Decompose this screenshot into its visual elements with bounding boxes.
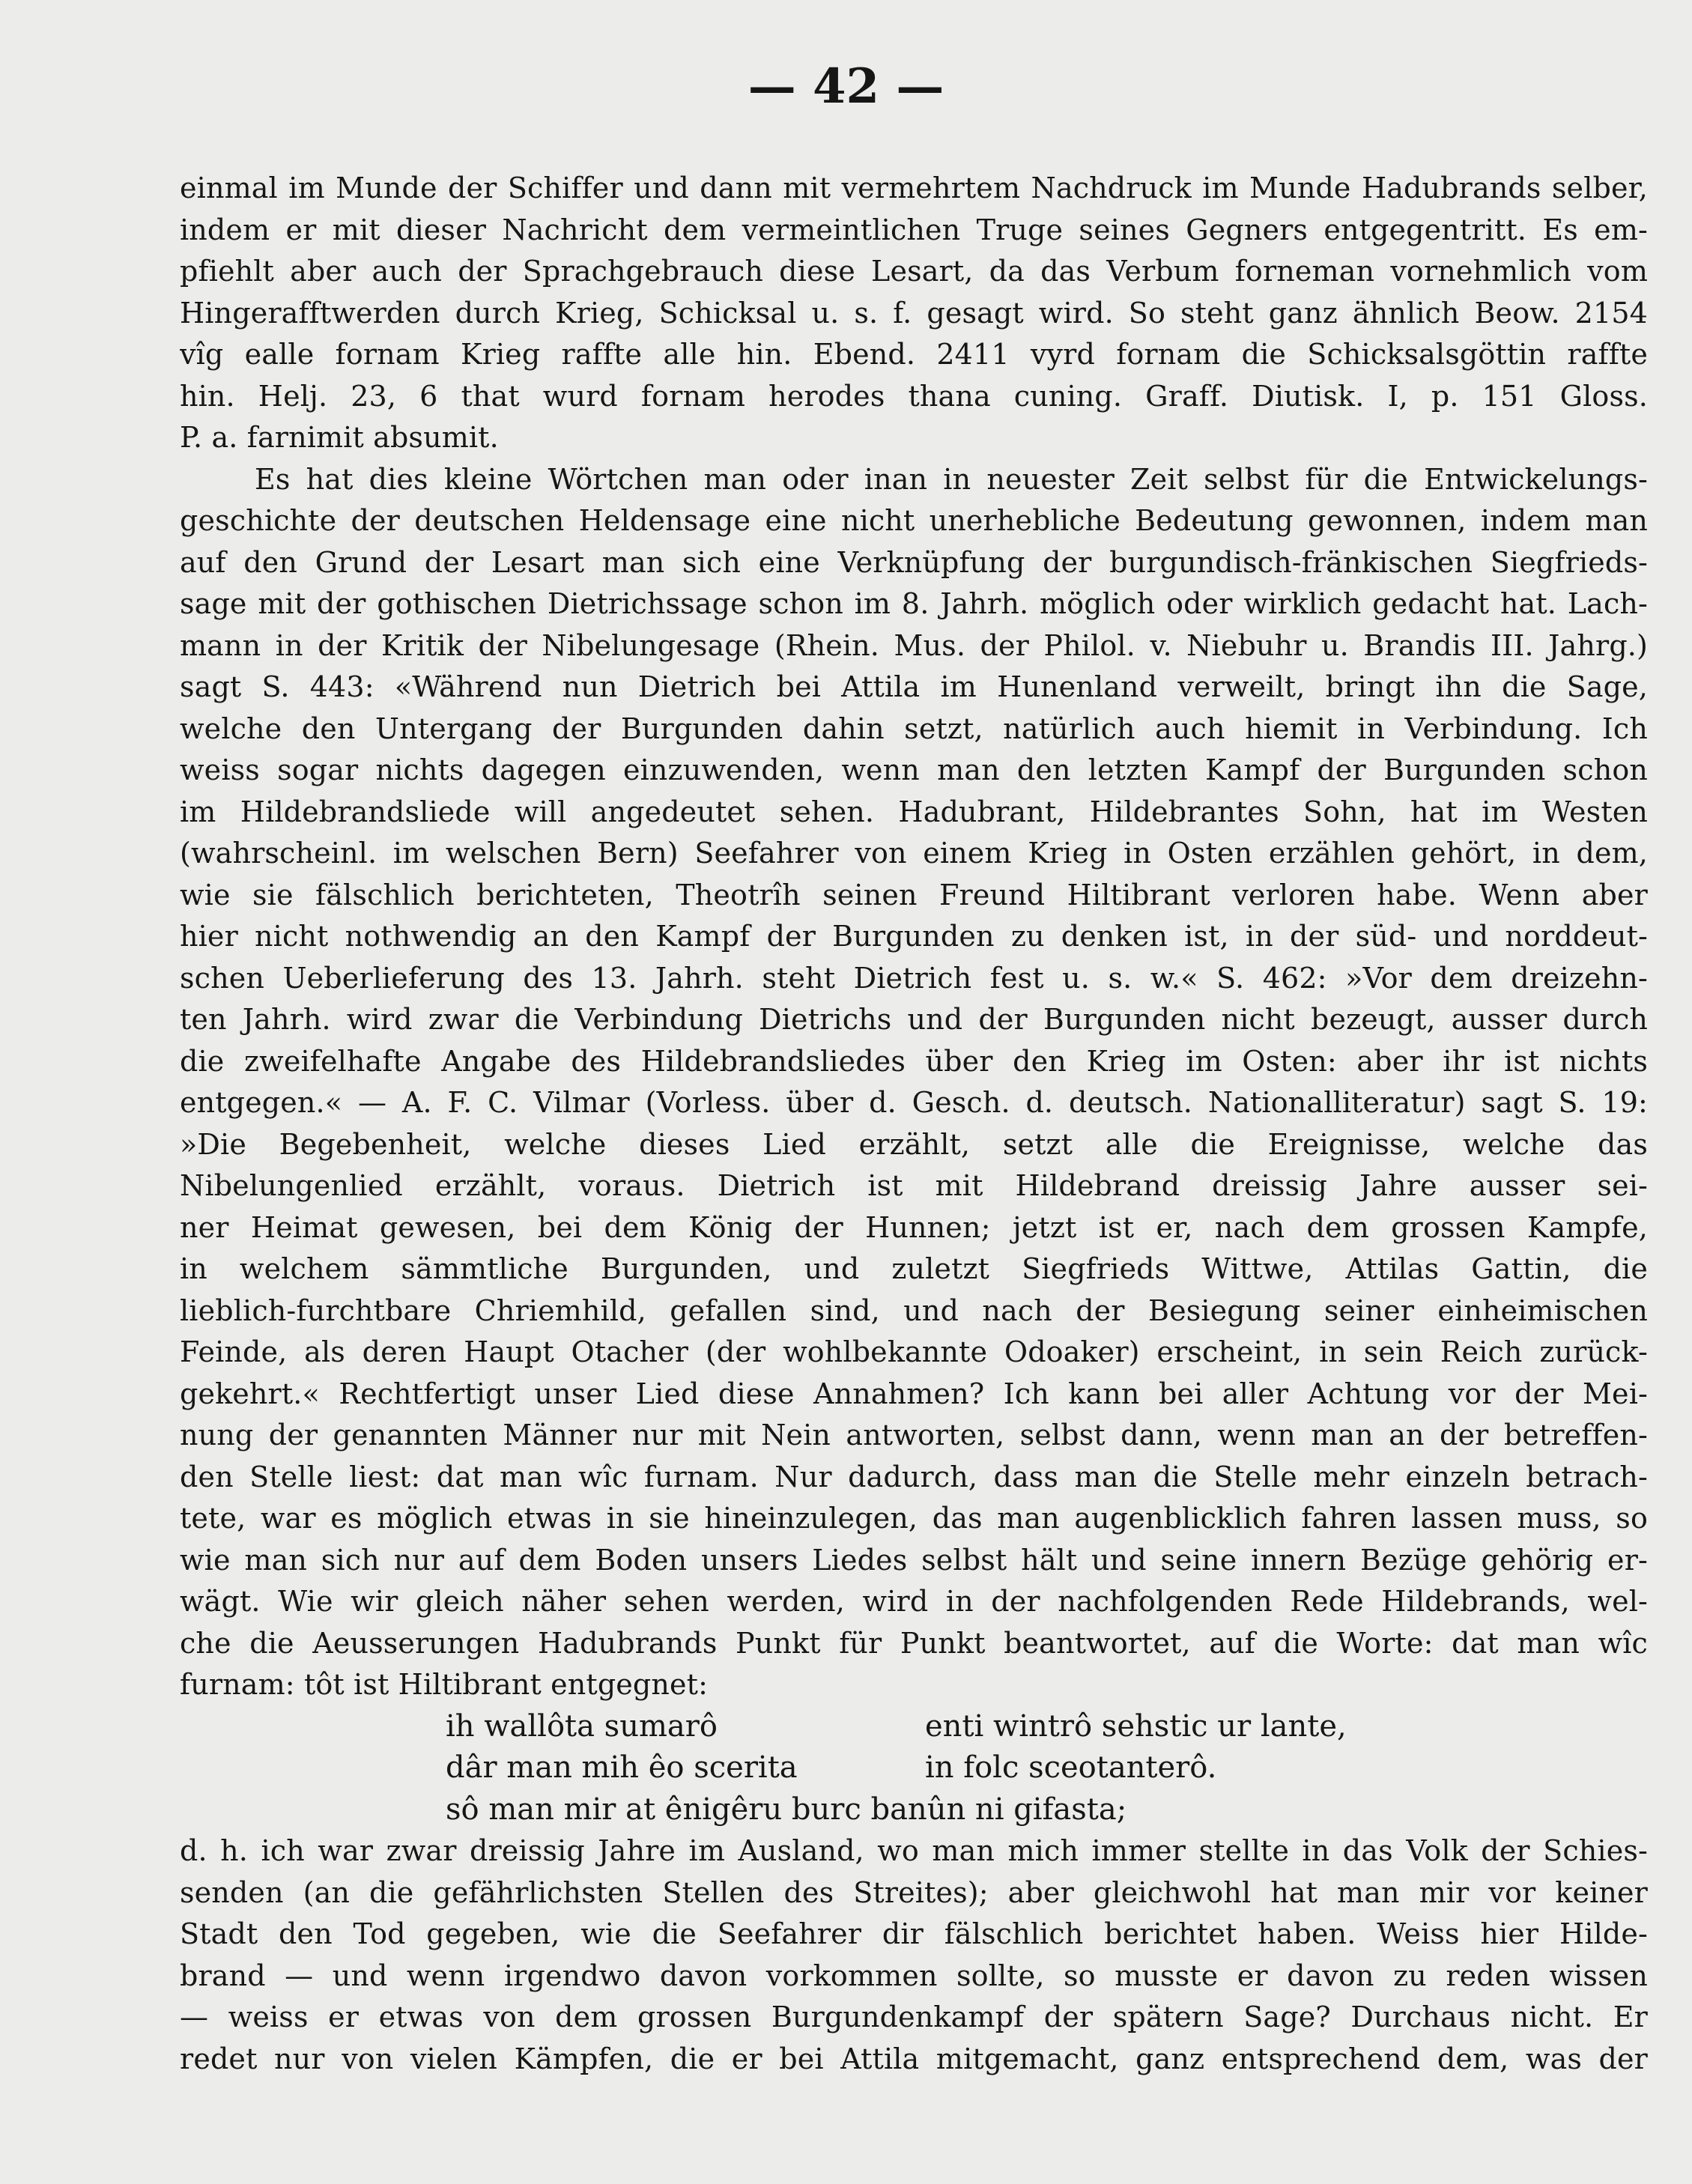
text-line: schen Ueberlieferung des 13. Jahrh. steht Dietrich fest u. s. w.« S. 462: »Vor dem dreizehn- [180,961,1648,995]
text-line: gekehrt.« Rechtfertigt unser Lied diese Annahmen? Ich kann bei aller Achtung vor der Mei- [180,1377,1648,1410]
text-line: wie sie fälschlich berichteten, Theotrîh seinen Freund Hiltibrant verloren habe. Wenn aber [180,878,1648,911]
text-line: Feinde, als deren Haupt Otacher (der wohlbekannte Odoaker) erscheint, in sein Reich zurück- [180,1335,1648,1368]
text-line: redet nur von vielen Kämpfen, die er bei Attila mitgemacht, ganz entsprechend dem, was der [180,2042,1648,2075]
text-line: P. a. farnimit absumit. [180,421,499,454]
text-line: weiss sogar nichts dagegen einzuwenden, wenn man den letzten Kampf der Burgunden schon [180,753,1648,786]
text-line: die zweifelhafte Angabe des Hildebrandsliedes über den Krieg im Osten: aber ihr ist nichts [180,1044,1648,1078]
text-line: senden (an die gefährlichsten Stellen des Streites); aber gleichwohl hat man mir vor keiner [180,1875,1648,1909]
text-line: Hingerafftwerden durch Krieg, Schicksal u. s. f. gesagt wird. So steht ganz ähnlich Beow. 2154 [180,296,1648,330]
text-line: furnam: tôt ist Hiltibrant entgegnet: [180,1668,709,1701]
text-line: lieblich-furchtbare Chriemhild, gefallen sind, und nach der Besiegung seiner einheimischen [180,1293,1648,1327]
text-line: hier nicht nothwendig an den Kampf der Burgunden zu denken ist, in der süd- und norddeut- [180,920,1648,953]
text-line: che die Aeusserungen Hadubrands Punkt für Punkt beantwortet, auf die Worte: dat man wîc [180,1626,1648,1660]
verse-first-half: ih wallôta sumarô [446,1708,718,1744]
text-line: hin. Helj. 23, 6 that wurd fornam herodes thana cuning. Graff. Diutisk. I, p. 151 Gloss. [180,379,1648,413]
page-number: — 42 — [748,58,944,115]
text-line: im Hildebrandsliede will angedeutet sehen. Hadubrant, Hildebrantes Sohn, hat im Westen [180,795,1648,828]
text-line: geschichte der deutschen Heldensage eine nicht unerhebliche Bedeutung gewonnen, indem man [180,504,1648,537]
text-line: einmal im Munde der Schiffer und dann mit vermehrtem Nachdruck im Munde Hadubrands selber, [180,172,1648,204]
text-line: brand — und wenn irgendwo davon vorkommen sollte, so musste er davon zu reden wissen [180,1959,1648,1992]
verse-line [180,1706,1648,1748]
verse-first-half: dâr man mih êo scerita [446,1750,798,1785]
text-line: auf den Grund der Lesart man sich eine Verknüpfung der burgundisch-fränkischen Siegfrieds- [180,545,1648,579]
text-line: sage mit der gothischen Dietrichssage schon im 8. Jahrh. möglich oder wirklich gedacht hat. Lach- [180,587,1648,620]
text-line: pfiehlt aber auch der Sprachgebrauch diese Lesart, da das Verbum forneman vornehmlich vom [180,255,1648,288]
text-line: wie man sich nur auf dem Boden unsers Liedes selbst hält und seine innern Bezüge gehörig er- [180,1543,1648,1577]
text-line: den Stelle liest: dat man wîc furnam. Nur dadurch, dass man die Stelle mehr einzeln betrach- [180,1460,1648,1493]
text-line: in welchem sämmtliche Burgunden, und zuletzt Siegfrieds Wittwe, Attilas Gattin, die [180,1252,1648,1285]
verse-first-half: sô man mir at ênigêru burc banûn ni gifasta; [446,1792,1127,1827]
text-line: entgegen.« — A. F. C. Vilmar (Vorless. über d. Gesch. d. deutsch. Nationalliteratur) sagt S. 19: [180,1086,1648,1119]
text-line: (wahrscheinl. im welschen Bern) Seefahrer von einem Krieg in Osten erzählen gehört, in dem, [180,837,1648,870]
text-line: Stadt den Tod gegeben, wie die Seefahrer dir fälschlich berichtet haben. Weiss hier Hilde- [180,1917,1648,1950]
text-line: sagt S. 443: «Während nun Dietrich bei Attila im Hunenland verweilt, bringt ihn die Sage, [180,670,1648,703]
text-line: ner Heimat gewesen, bei dem König der Hunnen; jetzt ist er, nach dem grossen Kampfe, [180,1210,1648,1244]
text-line: mann in der Kritik der Nibelungesage (Rhein. Mus. der Philol. v. Niebuhr u. Brandis III. Jahrg.) [180,628,1648,662]
text-line: — weiss er etwas von dem grossen Burgundenkampf der spätern Sage? Durchaus nicht. Er [180,2001,1648,2033]
text-line: Nibelungenlied erzählt, voraus. Dietrich ist mit Hildebrand dreissig Jahre ausser sei- [180,1169,1648,1202]
text-line: wägt. Wie wir gleich näher sehen werden, wird in der nachfolgenden Rede Hildebrands, wel- [180,1585,1648,1618]
text-line: nung der genannten Männer nur mit Nein antworten, selbst dann, wenn man an der betreffen- [180,1419,1648,1452]
verse-second-half: in folc sceotanterô. [925,1750,1217,1785]
paragraph-start: Es hat dies kleine Wörtchen man oder inan in neuester Zeit selbst für die Entwickelungs- [255,462,1648,496]
text-line: ten Jahrh. wird zwar die Verbindung Dietrichs und der Burgunden nicht bezeugt, ausser durch [180,1003,1648,1036]
text-line: tete, war es möglich etwas in sie hineinzulegen, das man augenblicklich fahren lassen muss, so [180,1502,1648,1535]
text-line: vîg ealle fornam Krieg raffte alle hin. Ebend. 2411 vyrd fornam die Schicksalsgöttin raffte [180,338,1648,371]
text-line: d. h. ich war zwar dreissig Jahre im Ausland, wo man mich immer stellte in das Volk der Schies- [180,1834,1648,1867]
verse-line [180,1789,1648,1831]
text-line: welche den Untergang der Burgunden dahin setzt, natürlich auch hiemit in Verbindung. Ich [180,712,1648,745]
body-text [180,168,1648,2080]
verse-line [180,1747,1648,1789]
verse-second-half: enti wintrô sehstic ur lante, [925,1708,1347,1744]
text-line: indem er mit dieser Nachricht dem vermeintlichen Truge seines Gegners entgegentritt. Es em- [180,213,1648,246]
text-line: »Die Begebenheit, welche dieses Lied erzählt, setzt alle die Ereignisse, welche das [180,1127,1648,1161]
